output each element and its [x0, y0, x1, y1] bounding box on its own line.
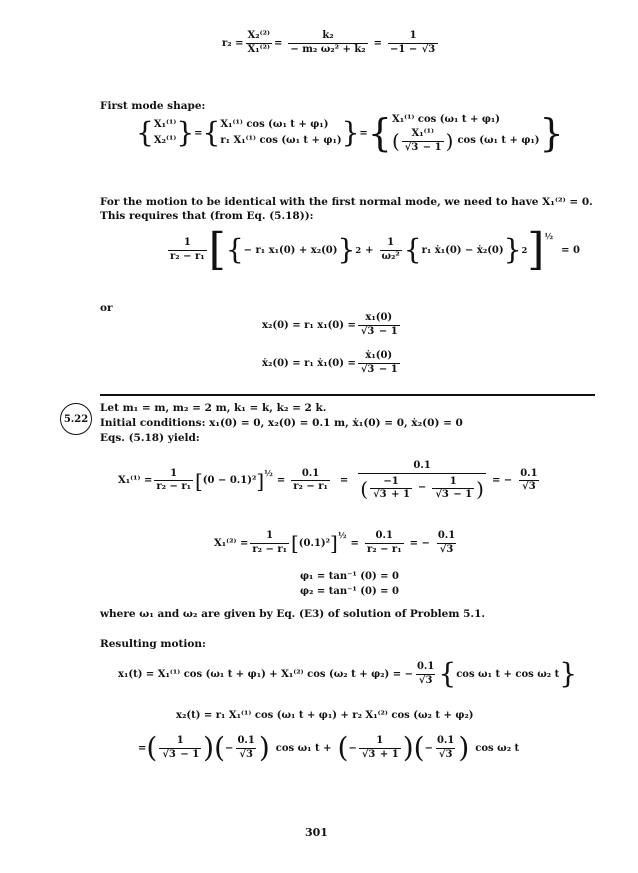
equation-X1: X₁⁽¹⁾ = $\frac{1}{\text{r₂ − r₁}}$ [ (0 − 0.1)² ] $^{\frac{1}{2}}$ = $\frac{0.1}{\text{r₂ − r₁}}$ = 0.1 ( $\frac{-1}{√3 + 1}$ − $\frac{1}{√3 - 1}$ ) = − $\frac{0.1}{√3}$ — [118, 460, 538, 501]
equation-x2dot-initial: ẋ₂(0) = r₁ ẋ₁(0) = $\frac{\text{ẋ₁(0)}}{√3 - 1}$ — [262, 350, 398, 375]
section-divider — [100, 394, 595, 396]
or-label: or — [100, 302, 113, 314]
omega-reference-text: where ω₁ and ω₂ are given by Eq. (E3) of solution of Problem 5.1. — [100, 608, 486, 620]
equation-X2: X₁⁽²⁾ = $\frac{1}{\text{r₂ − r₁}}$ [ (0.1)² ] $^{\frac{1}{2}}$ = $\frac{0.1}{\text{r₂ − r₁}}$ = − $\frac{0.1}{√3}$ — [214, 530, 456, 555]
equation-phi2: φ₂ = tan⁻¹ (0) = 0 — [300, 586, 399, 597]
motion-text-line2: This requires that (from Eq. (5.18)): — [100, 210, 314, 222]
equation-x2t-line1: x₂(t) = r₁ X₁⁽¹⁾ cos (ω₁ t + φ₁) + r₂ X₁⁽²⁾ cos (ω₂ t + φ₂) — [176, 710, 474, 721]
equation-x2t-line2: = ( $\frac{1}{√3 - 1}$ ) ( − $\frac{0.1}{√3}$ ) cos ω₁ t + ( − $\frac{1}{√3 + 1}$ ) ( − $\frac{0.1}{√3}$ ) cos ω₂ t — [138, 731, 520, 764]
equation-x2-initial: x₂(0) = r₁ x₁(0) = $\frac{\text{x₁(0)}}{√3 - 1}$ — [262, 312, 398, 337]
equation-phi1: φ₁ = tan⁻¹ (0) = 0 — [300, 571, 399, 582]
first-mode-label: First mode shape: — [100, 100, 206, 112]
equation-mode-shape: { X₁⁽¹⁾ X₂⁽¹⁾ } = { X₁⁽¹⁾ cos (ω₁ t + φ₁) r₁ X₁⁽¹⁾ cos (ω₁ t + φ₁) } = { X₁⁽¹⁾ cos (ω₁ t + φ₁) ( $\frac{\text{X₁⁽¹⁾}}{√3 - 1}$ ) cos (ω₁ t + φ₁) } — [136, 111, 564, 155]
resulting-motion-label: Resulting motion: — [100, 638, 206, 650]
problem-number-badge: 5.22 — [60, 403, 92, 435]
given-line2: Initial conditions: x₁(0) = 0, x₂(0) = 0.1 m, ẋ₁(0) = 0, ẋ₂(0) = 0 — [100, 417, 463, 429]
equation-requirement: $\frac{1}{\text{r₂ − r₁}}$ [ { − r₁ x₁(0) + x₂(0) } 2 + $\frac{1}{\text{ω₂²}}$ { r₁ ẋ₁(0) − ẋ₂(0) } 2 ] $^{\frac{1}{2}}$ = 0 — [170, 224, 580, 275]
page-number: 301 — [305, 826, 328, 839]
given-line3: Eqs. (5.18) yield: — [100, 432, 200, 444]
equation-x1t: x₁(t) = X₁⁽¹⁾ cos (ω₁ t + φ₁) + X₁⁽²⁾ cos (ω₂ t + φ₂) = − $\frac{0.1}{√3}$ { cos ω₁ t + cos ω₂ t } — [118, 657, 578, 690]
motion-text-line1: For the motion to be identical with the first normal mode, we need to have X₁⁽²⁾ = 0. — [100, 196, 593, 208]
given-line1: Let m₁ = m, m₂ = 2 m, k₁ = k, k₂ = 2 k. — [100, 402, 327, 414]
equation-r2: r₂ = $\frac{\text{X₂⁽²⁾}}{\text{X₁⁽²⁾}}$ = $\frac{\text{k₂}}{\text{− m₂ ω₂² + k₂}}$ = $\frac{1}{-1 - √3}$ — [222, 30, 444, 56]
